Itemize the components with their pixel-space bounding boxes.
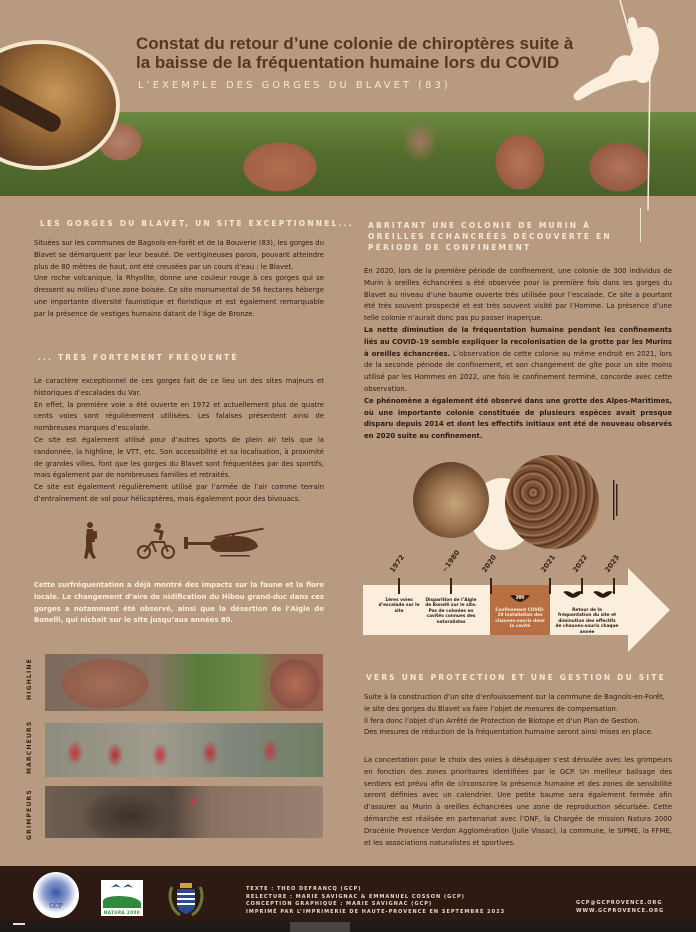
- impact-text: Cette surfréquentation a déjà montré des impacts sur la faune et la flore locale. Le changement d’aire de nidification du Hibou grand-duc dans ces gorges a notamment été observé, ainsi que la désertion de l’Aigle de Bonelli, qui nichait sur le site jusqu’aux années 80.: [34, 581, 324, 625]
- bat-colony-photo: [505, 455, 599, 549]
- paragraph: En effet, la première voie a été ouverte en 1972 et actuellement plus de quatre cents voies sont régulièrement utilisées. Les falaises présentent ainsi de nombreuses marques d’escalade.: [34, 400, 324, 433]
- timeline-year: 2022: [571, 553, 590, 574]
- timeline-year: 2023: [603, 553, 622, 574]
- timeline-event: Confinement COVID-19 Installation des chauves-souris dans la cavité: [495, 608, 545, 630]
- section-heading-site-exceptionnel: LES GORGES DU BLAVET, UN SITE EXCEPTIONNEL...: [40, 219, 354, 228]
- footer-bottom-bar: [0, 921, 696, 932]
- section-text-colonie: [364, 266, 672, 443]
- bat-icon: [563, 590, 583, 599]
- strip-label-highline: HIGHLINE: [26, 658, 33, 700]
- paragraph: [364, 325, 672, 396]
- paragraph: En 2020, lors de la première période de confinement, une colonie de 300 individus de Murin à oreilles échancrées a été observée pour la première fois dans les gorges du Blavet au niveau d’une baume ouverte très utilisée pour l’escalade. Ce site a pourtant été très souvent prospecté et est très souvent visité par l’Homme. La présence d’une telle colonie n’aurait donc pas pu passer inaperçue.: [364, 267, 672, 323]
- timeline-event: 1ères voies d’escalade sur le site: [378, 598, 420, 614]
- timeline-year: ~1980: [440, 548, 462, 574]
- section-heading-protection: VERS UNE PROTECTION ET UNE GESTION DU SITE: [366, 673, 666, 682]
- timeline-year: 1972: [388, 553, 407, 574]
- strip-label-marcheurs: MARCHEURS: [26, 720, 33, 774]
- timeline-arrow-icon: [628, 568, 670, 652]
- timeline-year: 2021: [539, 553, 558, 574]
- cyclist-icon: [138, 523, 174, 558]
- timeline-tick: [490, 578, 492, 594]
- section-text-protection: [364, 692, 672, 739]
- section-heading-colonie: ABRITANT UNE COLONIE DE MURIN À OREILLES ÉCHANCRÉES DÉCOUVERTE EN PÉRIODE DE CONFINEMENT: [368, 221, 612, 252]
- paragraph: Ce site est également régulièrement utilisé par l’armée de l’air comme terrain d’entraînement de vol pour hélicoptères, mais également pour des bivouacs.: [34, 483, 324, 503]
- timeline-event: Retour de la fréquentation du site et diminution des effectifs de chauves-souris chaque année: [555, 608, 619, 635]
- marcheurs-photo: [45, 723, 323, 777]
- natura-2000-logo: [101, 880, 143, 916]
- footer-tab: [290, 922, 350, 932]
- helicopter-icon: [184, 528, 264, 557]
- page-title: [136, 34, 576, 72]
- timeline-tick: [398, 578, 400, 594]
- timeline-event: Disparition de l’Aigle de Bonelli sur le site. Pas de colonies en cavités connues des naturalistes: [425, 598, 477, 625]
- timeline-year: 2020: [480, 553, 499, 574]
- timeline-tick: [549, 578, 551, 594]
- section-heading-frequente: ... TRÈS FORTEMENT FRÉQUENTÉ: [38, 353, 239, 362]
- credit-line: CONCEPTION GRAPHIQUE : MARIE SAVIGNAC (GCP): [246, 901, 433, 908]
- timeline-tick: [450, 578, 452, 594]
- paragraph: Ce phénomène a également été observé dans une grotte des Alpes-Maritimes, où une importante colonie constituée de plusieurs espèces avait presque disparu depuis 2014 et dont les effectifs initiaux ont été de nouveau observés en 2020 suite au confinement.: [364, 396, 672, 441]
- activity-icons: [80, 522, 280, 560]
- gcp-logo: [33, 872, 79, 918]
- paragraph: Ce site est également utilisé pour d’autres sports de plein air tels que la randonnée, la highline, le VTT, etc. Son accessibilité et sa localisation, à proximité de grandes villes, font que les gorges du Blavet sont fréquentées par des sportifs, mais également par de nombreuses familles et retraités.: [34, 435, 324, 480]
- section-text-site-exceptionnel: [34, 238, 324, 321]
- strip-label-grimpeurs: GRIMPEURS: [26, 789, 33, 840]
- timeline: [363, 550, 670, 640]
- page-subtitle: L’EXEMPLE DES GORGES DU BLAVET (83): [138, 80, 451, 91]
- bold-text: La nette diminution de la fréquentation humaine pendant les confinements liés au COVID-19 semble expliquer la recolonisation de la grotte par les Murins à oreilles échancrées.: [364, 325, 672, 358]
- credits: [246, 886, 505, 916]
- paragraph: Une roche volcanique, la Rhyolite, donne une couleur rouge à ces gorges qui se dressent au milieu d’une zone boisée. Ce site monumental de 56 hectares héberge une importante diversité faunistique et floristique et est également remarquable par la présence de vestiges humains datant de l’âge de Bronze.: [34, 274, 324, 318]
- photo-credit-mark: [610, 478, 620, 522]
- website-link[interactable]: WWW.GCPROVENCE.ORG: [576, 907, 665, 914]
- natura-logo-text: NATURA 2000: [103, 910, 141, 915]
- grimpeurs-photo: [45, 786, 323, 838]
- commune-crest-logo: [166, 879, 206, 919]
- paragraph: Des mesures de réduction de la fréquentation humaine seront ainsi mises en place.: [364, 728, 654, 737]
- credit-line: TEXTE : THEO DEFRANCQ (GCP): [246, 886, 362, 892]
- gcp-logo-text: GCP: [49, 903, 63, 910]
- paragraph: Le caractère exceptionnel de ces gorges fait de ce lieu un des sites majeurs et historiques d’escalades du Var.: [34, 377, 324, 397]
- footer-mark: [13, 923, 25, 925]
- paragraph: Il fera donc l’objet d’un Arrêté de Protection de Biotope et d’un Plan de Gestion.: [364, 716, 640, 725]
- title-line-2: la baisse de la fréquentation humaine lors du COVID: [136, 53, 560, 72]
- contacts: [576, 900, 664, 915]
- credit-line: IMPRIMÉ PAR L’IMPRIMERIE DE HAUTE-PROVENCE EN SEPTEMBRE 2023: [246, 908, 506, 915]
- section-text-concertation: La concertation pour le choix des voies à déséquiper s’est déroulée avec les grimpeurs en fonction des zones prioritaires identifiées par le GCP. Un meilleur balisage des sentiers est prévu afin de circonscrire la présence humaine et des zones de sensibilité seront définies avec un calendrier. Une petite baume sera également fermée afin d’assurer au Murin à oreilles échancrées une zone de reproduction sécurisée. Cette démarche est réalisée en partenariat avec l’ONF, la Chargée de mission Natura 2000 Dracénie Provence Verdon Agglomération (Julie Vissac), la commune, le SIPME, la FFME, et les associations naturalistes et sportives.: [364, 756, 672, 847]
- bat-closeup-photo: [413, 462, 489, 538]
- bat-badge-count: 300: [515, 596, 525, 601]
- divider: [640, 208, 641, 242]
- credit-line: RELECTURE : MARIE SAVIGNAC & EMMANUEL COSSON (GCP): [246, 893, 465, 900]
- highline-photo: [45, 654, 323, 711]
- timeline-tick: [613, 578, 615, 594]
- email-link[interactable]: GCP@GCPROVENCE.ORG: [576, 900, 663, 906]
- hiker-icon: [84, 522, 97, 559]
- paragraph-rest: L’observation de cette colonie au même endroit en 2021, lors de la seconde période de confinement, et son changement de gîte pour un site moins utilisé par les Hommes en 2022, une fois le confinement terminé, concorde avec cette observation.: [364, 349, 672, 393]
- title-line-1: Constat du retour d’une colonie de chiroptères suite à: [136, 34, 574, 53]
- paragraph: Suite à la construction d’un site d’enfouissement sur la commune de Bagnols-en-Forêt, le site des gorges du Blavet va faire l’objet de mesures de compensation.: [364, 693, 665, 713]
- section-text-frequente: [34, 376, 324, 506]
- paragraph: Situées sur les communes de Bagnols-en-forêt et de la Bouverie (83), les gorges du Blavet se démarquent par leur beauté. De vertigineuses parois, pouvant atteindre plus de 80 mètres de haut, ont été creusées par un cours d’eau : le Blavet.: [34, 239, 324, 271]
- climber-silhouette-icon: [568, 0, 678, 210]
- bat-icon: [593, 590, 613, 599]
